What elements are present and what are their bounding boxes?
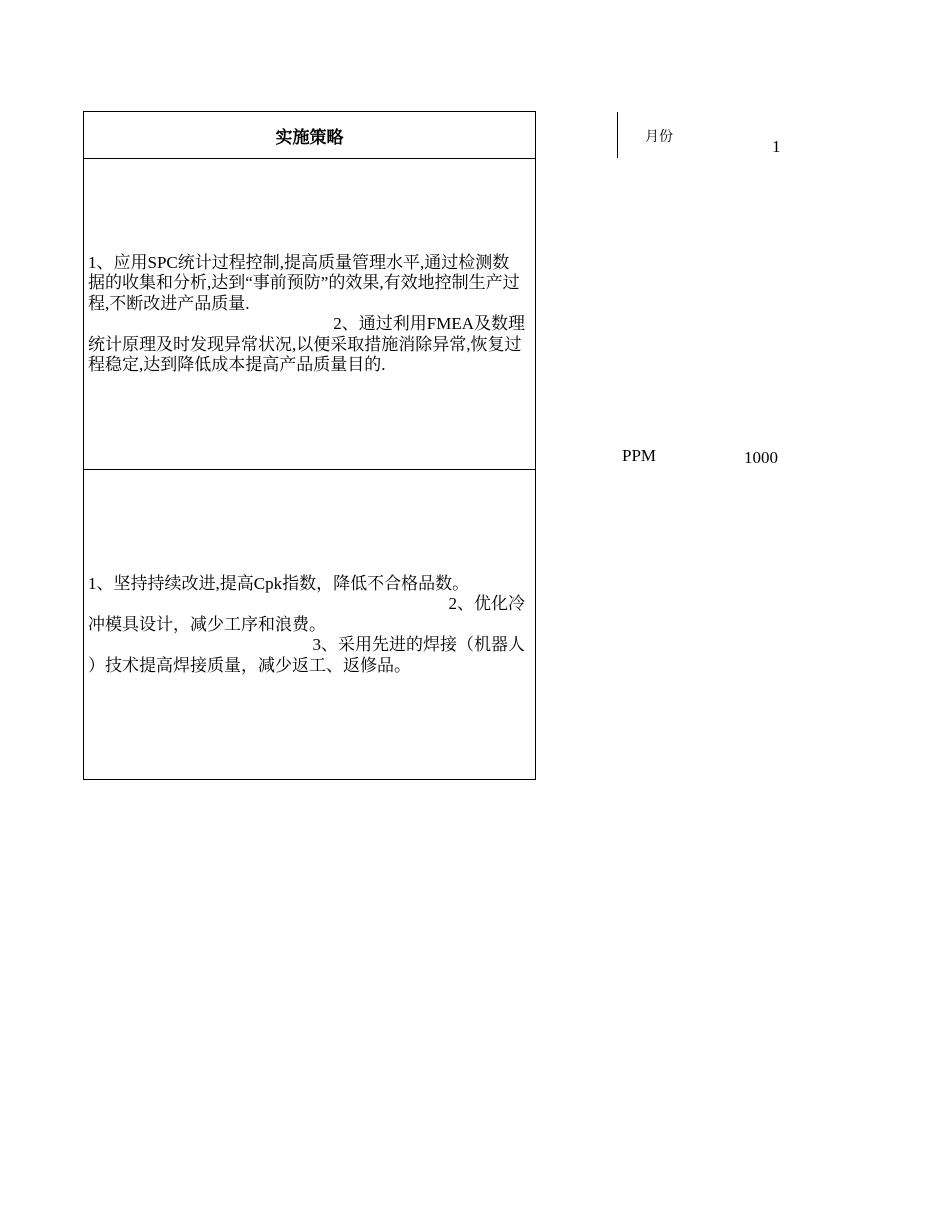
strategy-line: 3、采用先进的焊接（机器人 bbox=[312, 635, 525, 655]
strategy-line: 1、坚持持续改进,提高Cpk指数，降低不合格品数。 bbox=[88, 573, 470, 593]
strategy-line: ）技术提高焊接质量，减少返工、返修品。 bbox=[88, 655, 411, 675]
strategy-line: 2、优化冷 bbox=[448, 594, 525, 614]
strategy-text-improvement bbox=[88, 574, 525, 677]
strategy-cell-improvement bbox=[84, 469, 535, 780]
table-header: 实施策略 bbox=[84, 112, 535, 159]
strategy-line: 1、应用SPC统计过程控制,提高质量管理水平,通过检测数据的收集和分析,达到“事前预防”的效果,有效地控制生产过程,不断改进产品质量. bbox=[88, 252, 520, 313]
strategy-text-spc bbox=[88, 253, 525, 376]
strategy-table bbox=[83, 111, 536, 780]
month-value: 1 bbox=[772, 137, 781, 156]
ppm-label: PPM bbox=[622, 446, 657, 465]
side-divider bbox=[617, 112, 618, 158]
ppm-value: 1000 bbox=[744, 448, 778, 467]
month-label: 月份 bbox=[645, 129, 673, 145]
strategy-line: 2、通过利用FMEA及数理 bbox=[333, 314, 525, 333]
strategy-line: 统计原理及时发现异常状况,以便采取措施消除异常,恢复过程稳定,达到降低成本提高产品质量目的. bbox=[88, 334, 522, 374]
strategy-cell-spc bbox=[84, 159, 535, 469]
strategy-line: 冲模具设计，减少工序和浪费。 bbox=[88, 614, 326, 634]
